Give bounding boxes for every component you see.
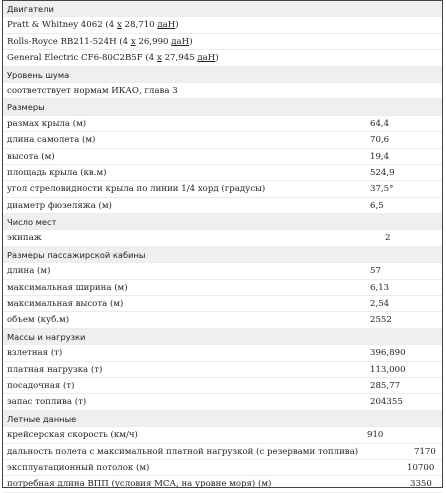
spec-row (3, 362, 442, 378)
section-header-noise (3, 67, 442, 83)
spec-label: платная нагрузка (т) (7, 364, 103, 375)
spec-value: 70,6 (370, 135, 390, 146)
spec-row (3, 345, 442, 361)
section-title: Двигатели (7, 4, 54, 14)
section-title: Массы и нагрузки (7, 331, 86, 342)
spec-value: 19,4 (370, 151, 390, 162)
section-header-dimensions (3, 99, 442, 115)
spec-value: 396,890 (370, 348, 406, 359)
spec-label: крейсерская скорость (км/ч) (7, 430, 138, 441)
spec-row (3, 181, 442, 197)
spec-value: 6,5 (370, 200, 384, 211)
spec-row (3, 116, 442, 132)
spec-label: взлетная (т) (7, 348, 63, 359)
spec-row (3, 444, 442, 460)
section-title: Летные данные (7, 413, 77, 424)
spec-label: максимальная ширина (м) (7, 282, 128, 293)
spec-label: запас топлива (т) (7, 397, 87, 408)
engine-row (3, 50, 442, 66)
spec-value: 285,77 (370, 380, 401, 391)
spec-label: дальность полета с максимальной платной нагрузкой (с резервами топлива) (7, 446, 359, 457)
section-header-engines (3, 1, 442, 17)
spec-label: размах крыла (м) (7, 118, 87, 129)
spec-label: длина самолета (м) (7, 135, 96, 146)
engine-label: Rolls-Royce RB211-524H (4 x 26,990 даН) (7, 36, 193, 47)
spec-value: 2,54 (370, 299, 390, 310)
spec-value: 2552 (370, 315, 392, 326)
spec-row (3, 280, 442, 296)
spec-row (3, 427, 442, 443)
spec-value: 7170 (414, 446, 436, 457)
engine-label: General Electric CF6-80C2B5F (4 x 27,945 даН) (7, 53, 219, 64)
spec-value: 910 (367, 430, 384, 441)
spec-row (3, 83, 442, 99)
spec-row (3, 460, 442, 476)
spec-row (3, 378, 442, 394)
spec-label: потребная длина ВПП (условия МСА, на уровне моря) (м) (7, 479, 272, 490)
spec-value: 204355 (370, 397, 403, 408)
spec-value: 37,5° (370, 184, 394, 195)
spec-label: диаметр фюзеляжа (м) (7, 200, 112, 211)
spec-row (3, 476, 442, 492)
spec-row (3, 296, 442, 312)
spec-label: эксплуатационный потолок (м) (7, 462, 150, 473)
specifications-table (2, 0, 443, 488)
spec-label: экипаж (7, 233, 42, 244)
spec-value: 57 (370, 266, 381, 277)
spec-label: высота (м) (7, 151, 55, 162)
spec-value: 6,13 (370, 282, 390, 293)
spec-label: длина (м) (7, 266, 51, 277)
spec-row (3, 149, 442, 165)
section-title: Число мест (7, 217, 57, 228)
spec-label: посадочная (т) (7, 380, 75, 391)
spec-value: 113,000 (370, 364, 406, 375)
section-title: Размеры (7, 102, 45, 113)
section-header-seats (3, 214, 442, 230)
spec-row (3, 132, 442, 148)
section-header-cabin (3, 247, 442, 263)
spec-row (3, 263, 442, 279)
section-header-masses (3, 329, 442, 345)
spec-value: 64,4 (370, 118, 390, 129)
spec-label: угол стреловидности крыла по линии 1/4 хорд (градусы) (7, 184, 266, 195)
section-title: Уровень шума (7, 69, 70, 80)
spec-label: максимальная высота (м) (7, 299, 124, 310)
spec-row (3, 198, 442, 214)
spec-value: 10700 (407, 462, 435, 473)
spec-row (3, 312, 442, 328)
spec-label: объем (куб.м) (7, 315, 70, 326)
engine-row (3, 34, 442, 50)
spec-label: площадь крыла (кв.м) (7, 167, 107, 178)
spec-row (3, 230, 442, 246)
section-title: Размеры пассажирской кабины (7, 249, 146, 260)
spec-row (3, 165, 442, 181)
spec-value: 3350 (410, 479, 432, 490)
section-header-flight (3, 411, 442, 427)
spec-value: 2 (385, 233, 391, 244)
engine-label: Pratt & Whitney 4062 (4 x 28,710 даН) (7, 20, 179, 31)
engine-row (3, 17, 442, 33)
spec-label: соответствует нормам ИКАО, глава 3 (7, 85, 178, 96)
spec-value: 524,9 (370, 167, 395, 178)
spec-row (3, 394, 442, 410)
